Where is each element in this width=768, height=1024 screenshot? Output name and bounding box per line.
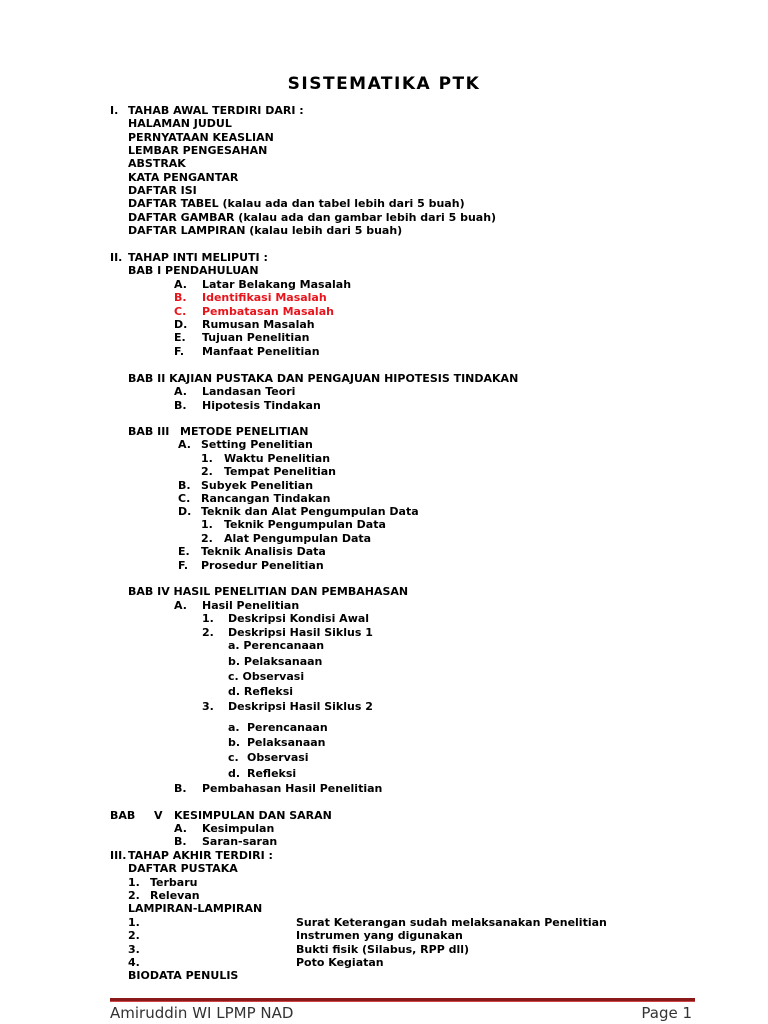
list-item: a. Perencanaan <box>228 639 325 652</box>
list-item-letter: C. <box>178 492 191 505</box>
section-3-number: III. <box>110 849 127 862</box>
list-item: KATA PENGANTAR <box>128 171 239 184</box>
list-item: DAFTAR LAMPIRAN (kalau lebih dari 5 buah) <box>128 224 403 237</box>
list-item-letter: A. <box>174 278 187 291</box>
list-item: Tujuan Penelitian <box>202 331 310 344</box>
list-item-number: 4. <box>128 956 140 969</box>
list-item: Manfaat Penelitian <box>202 345 320 358</box>
list-item: Waktu Penelitian <box>224 452 331 465</box>
list-item-letter: B. <box>174 399 187 412</box>
list-item: Subyek Penelitian <box>201 479 314 492</box>
list-item-letter: E. <box>174 331 186 344</box>
list-item: Deskripsi Hasil Siklus 1 <box>228 626 373 639</box>
list-item-letter: A. <box>174 822 187 835</box>
list-item-number: 2. <box>128 929 140 942</box>
bab-2-heading: BAB II KAJIAN PUSTAKA DAN PENGAJUAN HIPOTESIS TINDAKAN <box>128 372 519 385</box>
list-item: Hasil Penelitian <box>202 599 300 612</box>
list-item: Refleksi <box>247 767 297 780</box>
list-item: Latar Belakang Masalah <box>202 278 352 291</box>
page-title: SISTEMATIKA PTK <box>287 74 481 94</box>
daftar-pustaka-heading: DAFTAR PUSTAKA <box>128 862 238 875</box>
list-item: Terbaru <box>150 876 198 889</box>
list-item: Teknik dan Alat Pengumpulan Data <box>201 505 419 518</box>
list-item: Rumusan Masalah <box>202 318 315 331</box>
list-item-letter: a. <box>228 721 240 734</box>
bab-3-heading: METODE PENELITIAN <box>180 425 309 438</box>
bab-3-label: BAB III <box>128 425 170 438</box>
list-item-highlighted: Identifikasi Masalah <box>202 291 327 304</box>
list-item-letter: A. <box>174 599 187 612</box>
list-item-number: 3. <box>202 700 214 713</box>
list-item-number: 2. <box>201 465 213 478</box>
list-item-letter: E. <box>178 545 190 558</box>
list-item: Pelaksanaan <box>247 736 326 749</box>
list-item: ABSTRAK <box>128 157 186 170</box>
list-item-number: 1. <box>128 876 140 889</box>
lampiran-heading: LAMPIRAN-LAMPIRAN <box>128 902 263 915</box>
list-item: PERNYATAAN KEASLIAN <box>128 131 274 144</box>
list-item-letter: d. <box>228 767 241 780</box>
list-item-letter: B. <box>178 479 191 492</box>
list-item: Setting Penelitian <box>201 438 313 451</box>
list-item: Bukti fisik (Silabus, RPP dll) <box>296 943 470 956</box>
list-item: Deskripsi Kondisi Awal <box>228 612 370 625</box>
list-item: Tempat Penelitian <box>224 465 336 478</box>
list-item: b. Pelaksanaan <box>228 655 323 668</box>
list-item: Teknik Analisis Data <box>201 545 326 558</box>
bab-5-label: BAB <box>110 809 136 822</box>
list-item: Alat Pengumpulan Data <box>224 532 372 545</box>
footer-rule <box>110 998 695 1002</box>
list-item-letter: F. <box>178 559 189 572</box>
page-number: Page 1 <box>641 1004 692 1022</box>
list-item: Landasan Teori <box>202 385 296 398</box>
list-item-letter: c. <box>228 751 239 764</box>
list-item-number: 2. <box>128 889 140 902</box>
list-item-number: 2. <box>201 532 213 545</box>
list-item-number: 1. <box>202 612 214 625</box>
bab-5-heading: KESIMPULAN DAN SARAN <box>174 809 332 822</box>
bab-5-number: V <box>154 809 163 822</box>
section-2-heading: TAHAP INTI MELIPUTI : <box>128 251 268 264</box>
bab-1-heading: BAB I PENDAHULUAN <box>128 264 259 277</box>
bab-4-heading: BAB IV HASIL PENELITIAN DAN PEMBAHASAN <box>128 585 409 598</box>
list-item-number: 1. <box>201 452 213 465</box>
list-item: Pembahasan Hasil Penelitian <box>202 782 383 795</box>
list-item-number: 2. <box>202 626 214 639</box>
list-item: Instrumen yang digunakan <box>296 929 463 942</box>
list-item-letter: B. <box>174 835 187 848</box>
list-item: Surat Keterangan sudah melaksanakan Penelitian <box>296 916 607 929</box>
section-1-heading: TAHAB AWAL TERDIRI DARI : <box>128 104 304 117</box>
list-item-letter: D. <box>178 505 192 518</box>
list-item: Relevan <box>150 889 200 902</box>
list-item: Rancangan Tindakan <box>201 492 331 505</box>
list-item: c. Observasi <box>228 670 305 683</box>
list-item: Perencanaan <box>247 721 328 734</box>
list-item: Saran-saran <box>202 835 278 848</box>
list-item-number: 1. <box>201 518 213 531</box>
list-item: Hipotesis Tindakan <box>202 399 321 412</box>
list-item: HALAMAN JUDUL <box>128 117 232 130</box>
footer-author: Amiruddin WI LPMP NAD <box>110 1004 294 1022</box>
section-2-number: II. <box>110 251 123 264</box>
section-1-number: I. <box>110 104 119 117</box>
list-item: DAFTAR GAMBAR (kalau ada dan gambar lebih dari 5 buah) <box>128 211 497 224</box>
list-item: Deskripsi Hasil Siklus 2 <box>228 700 373 713</box>
list-item-letter: D. <box>174 318 188 331</box>
list-item-number: 1. <box>128 916 140 929</box>
list-item: Kesimpulan <box>202 822 275 835</box>
list-item-letter: b. <box>228 736 241 749</box>
list-item: DAFTAR ISI <box>128 184 197 197</box>
list-item: Poto Kegiatan <box>296 956 384 969</box>
list-item-letter: A. <box>178 438 191 451</box>
list-item-letter: A. <box>174 385 187 398</box>
list-item-highlighted: Pembatasan Masalah <box>202 305 334 318</box>
biodata-heading: BIODATA PENULIS <box>128 969 239 982</box>
list-item-letter: C. <box>174 305 187 318</box>
list-item-number: 3. <box>128 943 140 956</box>
list-item-letter: B. <box>174 782 187 795</box>
section-3-heading: TAHAP AKHIR TERDIRI : <box>128 849 273 862</box>
list-item: LEMBAR PENGESAHAN <box>128 144 268 157</box>
list-item: Teknik Pengumpulan Data <box>224 518 386 531</box>
list-item-letter: B. <box>174 291 187 304</box>
list-item: Observasi <box>247 751 309 764</box>
list-item: d. Refleksi <box>228 685 294 698</box>
list-item-letter: F. <box>174 345 185 358</box>
list-item: DAFTAR TABEL (kalau ada dan tabel lebih dari 5 buah) <box>128 197 465 210</box>
list-item: Prosedur Penelitian <box>201 559 324 572</box>
